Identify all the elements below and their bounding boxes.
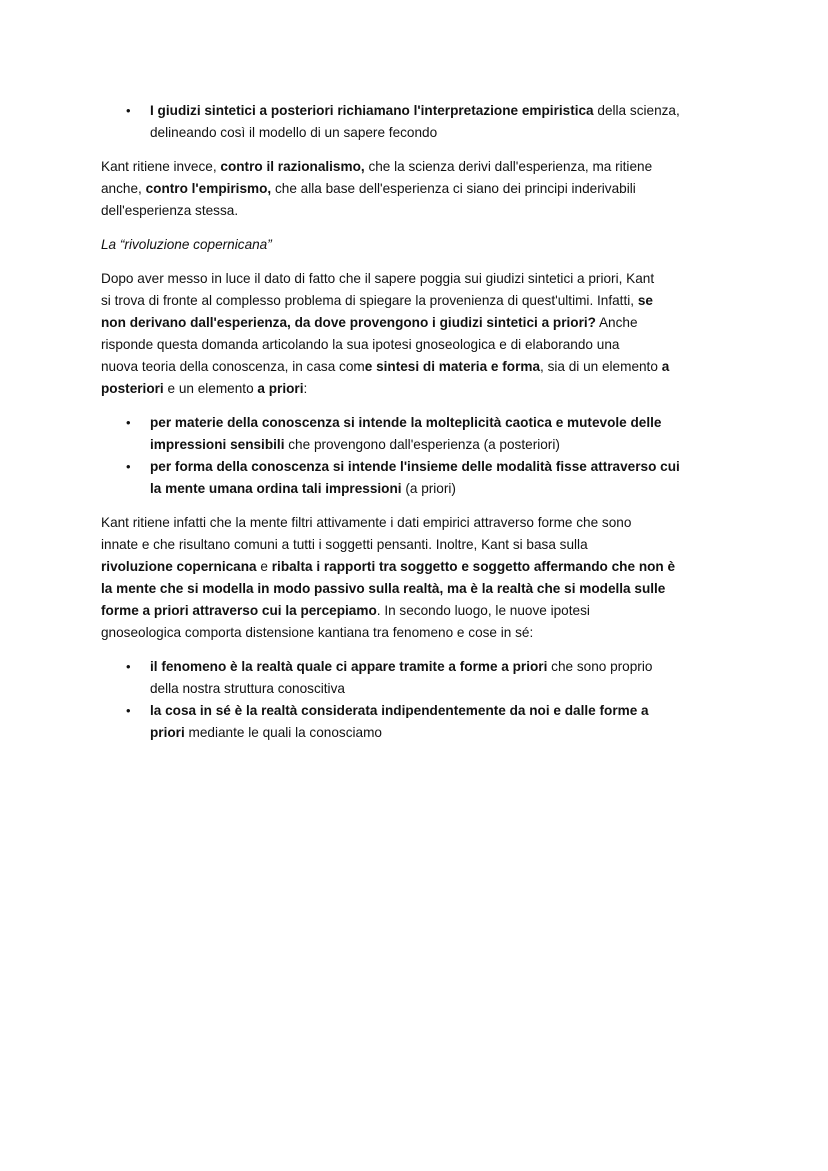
- text-line: [101, 312, 741, 334]
- text-line: [101, 356, 741, 378]
- bullet-item: [101, 700, 741, 744]
- text-line: [101, 122, 741, 144]
- text: che la scienza derivi dall'esperienza, ma ritiene: [364, 159, 653, 174]
- bullet-item: [101, 456, 741, 500]
- text: nuova teoria della conoscenza, in casa com: [101, 359, 365, 374]
- text: della nostra struttura conoscitiva: [150, 681, 345, 696]
- text-line: [101, 100, 741, 122]
- bold-text: il fenomeno è la realtà quale ci appare tramite a forme a priori: [150, 659, 548, 674]
- text: :: [303, 381, 308, 396]
- text-line: [101, 622, 741, 644]
- text: innate e che risultano comuni a tutti i soggetti pensanti. Inoltre, Kant si basa sulla: [101, 537, 588, 552]
- text: che provengono dall'esperienza (a posteriori): [284, 437, 560, 452]
- text: della scienza,: [593, 103, 680, 118]
- bold-text: forme a priori attraverso cui la percepiamo: [101, 603, 377, 618]
- text-line: [101, 200, 741, 222]
- paragraph: [101, 268, 741, 400]
- bold-text: e sintesi di materia e forma: [364, 359, 541, 374]
- text-line: [101, 412, 741, 434]
- bold-text: impressioni sensibili: [150, 437, 285, 452]
- bold-text: la cosa in sé è la realtà considerata indipendentemente da noi e dalle forme a: [150, 703, 649, 718]
- bullet-icon: •: [126, 459, 131, 474]
- bullet-item: [101, 656, 741, 700]
- bold-text: contro l'empirismo,: [145, 181, 272, 196]
- text: e: [256, 559, 272, 574]
- bullet-icon: •: [126, 659, 131, 674]
- bullet-icon: •: [126, 103, 131, 118]
- bold-text: a: [661, 359, 670, 374]
- text-line: [101, 600, 741, 622]
- text-line: [101, 700, 741, 722]
- bold-text: I giudizi sintetici a posteriori richiamano l'interpretazione empiristica: [150, 103, 594, 118]
- bold-text: a priori: [257, 381, 304, 396]
- bullet-item: [101, 412, 741, 456]
- text: Kant ritiene infatti che la mente filtri attivamente i dati empirici attraverso forme che sono: [101, 515, 632, 530]
- text-line: [101, 268, 741, 290]
- text: . In secondo luogo, le nuove ipotesi: [376, 603, 590, 618]
- text-line: [101, 578, 741, 600]
- text: Anche: [595, 315, 638, 330]
- bold-text: se: [637, 293, 653, 308]
- bold-text: per forma della conoscenza si intende l'insieme delle modalità fisse attraverso cui: [150, 459, 680, 474]
- text-line: [101, 156, 741, 178]
- text-line: [101, 290, 741, 312]
- text-line: [101, 722, 741, 744]
- bullet-icon: •: [126, 415, 131, 430]
- bold-text: priori: [150, 725, 185, 740]
- text-line: [101, 456, 741, 478]
- bold-text: la mente che si modella in modo passivo sulla realtà, ma è la realtà che si modella sulle: [101, 581, 666, 596]
- text-line: [101, 334, 741, 356]
- text-line: [101, 534, 741, 556]
- bullet-item: [101, 100, 741, 144]
- text-line: [101, 656, 741, 678]
- bold-text: non derivano dall'esperienza, da dove provengono i giudizi sintetici a priori?: [101, 315, 596, 330]
- text-line: [101, 678, 741, 700]
- text-line: [101, 556, 741, 578]
- text: Kant ritiene invece,: [101, 159, 221, 174]
- text: anche,: [101, 181, 146, 196]
- text: risponde questa domanda articolando la sua ipotesi gnoseologica e di elaborando una: [101, 337, 620, 352]
- text: che sono proprio: [547, 659, 653, 674]
- text-line: [101, 512, 741, 534]
- text: e un elemento: [163, 381, 258, 396]
- text: delineando così il modello di un sapere fecondo: [150, 125, 438, 140]
- text-line: [101, 178, 741, 200]
- paragraph: [101, 156, 741, 222]
- bold-text: la mente umana ordina tali impressioni: [150, 481, 402, 496]
- text: si trova di fronte al complesso problema di spiegare la provenienza di quest'ultimi. Infatti,: [101, 293, 638, 308]
- text: dell'esperienza stessa.: [101, 203, 239, 218]
- paragraph: [101, 512, 741, 644]
- bold-text: ribalta i rapporti tra soggetto e soggetto affermando che non è: [271, 559, 676, 574]
- bold-text: per materie della conoscenza si intende la molteplicità caotica e mutevole delle: [150, 415, 662, 430]
- text: (a priori): [401, 481, 456, 496]
- document-page: [101, 100, 741, 744]
- bold-text: contro il razionalismo,: [220, 159, 365, 174]
- text-line: [101, 234, 741, 256]
- text: La “rivoluzione copernicana”: [101, 237, 272, 252]
- text: Dopo aver messo in luce il dato di fatto che il sapere poggia sui giudizi sintetici a priori, Kant: [101, 271, 655, 286]
- section-heading: [101, 234, 741, 256]
- bullet-icon: •: [126, 703, 131, 718]
- text: che alla base dell'esperienza ci siano dei principi inderivabili: [271, 181, 636, 196]
- text-line: [101, 478, 741, 500]
- text: , sia di un elemento: [540, 359, 662, 374]
- text-line: [101, 434, 741, 456]
- text: mediante le quali la conosciamo: [184, 725, 382, 740]
- bold-text: posteriori: [101, 381, 164, 396]
- text: gnoseologica comporta distensione kantiana tra fenomeno e cose in sé:: [101, 625, 534, 640]
- bold-text: rivoluzione copernicana: [101, 559, 257, 574]
- text-line: [101, 378, 741, 400]
